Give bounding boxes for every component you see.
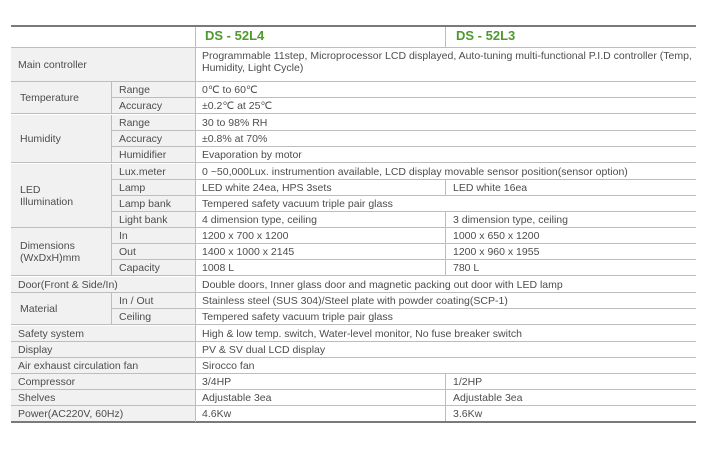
row-value: Programmable 11step, Microprocessor LCD displayed, Auto-tuning multi-functional P.I.D controller (Temp, Humidity, Light Cycle)	[202, 50, 692, 74]
row-label: Range	[111, 82, 195, 97]
row-label: Accuracy	[111, 131, 195, 146]
row-value: Tempered safety vacuum triple pair glass	[202, 310, 393, 323]
led-label-text: LED Illumination	[20, 183, 74, 208]
row-temperature-accuracy	[111, 98, 696, 114]
row-led-luxmeter	[111, 164, 696, 180]
row-door	[11, 277, 696, 293]
group-label	[11, 228, 111, 276]
row-value-b: 1000 x 650 x 1200	[445, 228, 696, 243]
row-label: Safety system	[11, 326, 195, 341]
model-a-heading: DS - 52L4	[205, 28, 265, 43]
row-label: Lux.meter	[111, 164, 195, 179]
row-label: Main controller	[11, 48, 195, 81]
group-label: Material	[11, 293, 111, 325]
row-led-lampbank	[111, 196, 696, 212]
row-fan	[11, 358, 696, 374]
row-value-a: 4 dimension type, ceiling	[202, 213, 317, 226]
row-value: Sirocco fan	[202, 359, 255, 372]
row-value: Double doors, Inner glass door and magnetic packing out door with LED lamp	[202, 278, 563, 291]
row-value-b: 3 dimension type, ceiling	[445, 212, 696, 227]
row-label: Accuracy	[111, 98, 195, 113]
row-power	[11, 406, 696, 423]
row-value: PV & SV dual LCD display	[202, 343, 326, 356]
row-value-a: 1008 L	[202, 261, 235, 274]
row-value-a: 4.6Kw	[202, 407, 232, 420]
row-material-ceiling	[111, 309, 696, 325]
row-value: ±0.2℃ at 25℃	[202, 99, 273, 112]
model-b-heading: DS - 52L3	[445, 25, 696, 47]
dimensions-label-text: Dimensions (WxDxH)mm	[20, 239, 81, 264]
row-led-lamp	[111, 180, 696, 196]
row-label: In / Out	[111, 293, 195, 308]
row-main-controller	[11, 48, 696, 82]
row-humidity-accuracy	[111, 131, 696, 147]
row-label: Range	[111, 115, 195, 130]
row-label: Capacity	[111, 260, 195, 275]
group-label	[11, 164, 111, 228]
row-label: Door(Front & Side/In)	[11, 277, 195, 292]
row-value: High & low temp. switch, Water-level monitor, No fuse breaker switch	[202, 327, 522, 340]
row-value: 0℃ to 60℃	[202, 83, 258, 96]
row-label: Out	[111, 244, 195, 259]
row-material-inout	[111, 293, 696, 309]
row-value-b: 1/2HP	[445, 374, 696, 389]
row-value-a: Adjustable 3ea	[202, 391, 272, 404]
row-value-a: LED white 24ea, HPS 3sets	[202, 181, 332, 194]
row-value-b: 3.6Kw	[445, 406, 696, 421]
column-divider	[195, 25, 196, 422]
row-label: Ceiling	[111, 309, 195, 324]
row-value-a: 3/4HP	[202, 375, 232, 388]
row-compressor	[11, 374, 696, 390]
row-label: Light bank	[111, 212, 195, 227]
row-label: In	[111, 228, 195, 243]
row-value-b: Adjustable 3ea	[445, 390, 696, 405]
row-label: Compressor	[11, 374, 195, 389]
group-label: Temperature	[11, 82, 111, 114]
row-dimensions-out	[111, 244, 696, 260]
row-label: Lamp bank	[111, 196, 195, 211]
row-value: 30 to 98% RH	[202, 116, 268, 129]
row-label: Air exhaust circulation fan	[11, 358, 195, 373]
row-label: Humidifier	[111, 147, 195, 162]
row-value: Stainless steel (SUS 304)/Steel plate with powder coating(SCP-1)	[202, 294, 508, 307]
row-label: Shelves	[11, 390, 195, 405]
row-label: Lamp	[111, 180, 195, 195]
row-value: Tempered safety vacuum triple pair glass	[202, 197, 393, 210]
table-header	[11, 25, 696, 48]
row-display	[11, 342, 696, 358]
row-label: Power(AC220V, 60Hz)	[11, 406, 195, 421]
row-label: Display	[11, 342, 195, 357]
row-value-a: 1200 x 700 x 1200	[202, 229, 289, 242]
row-value-a: 1400 x 1000 x 2145	[202, 245, 295, 258]
row-humidity-humidifier	[111, 147, 696, 163]
row-humidity-range	[111, 115, 696, 131]
row-dimensions-capacity	[111, 260, 696, 276]
row-led-lightbank	[111, 212, 696, 228]
row-safety	[11, 326, 696, 342]
row-value: Evaporation by motor	[202, 148, 302, 161]
row-value-b: 780 L	[445, 260, 696, 275]
row-dimensions-in	[111, 228, 696, 244]
row-shelves	[11, 390, 696, 406]
row-value-b: LED white 16ea	[445, 180, 696, 195]
top-rule	[11, 25, 696, 27]
row-value-b: 1200 x 960 x 1955	[445, 244, 696, 259]
row-temperature-range	[111, 82, 696, 98]
group-label: Humidity	[11, 115, 111, 163]
row-value: 0 ~50,000Lux. instrumention available, LCD display movable sensor position(sensor option)	[202, 165, 628, 178]
row-value: ±0.8% at 70%	[202, 132, 268, 145]
